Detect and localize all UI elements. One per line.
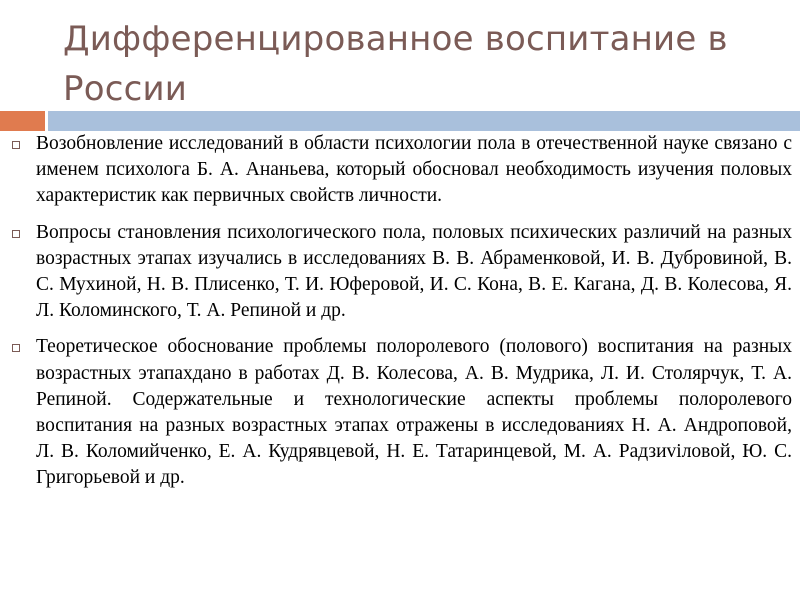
bullet-list (12, 131, 792, 502)
bullet-text: Вопросы становления психологического пола, половых психических различий на разных возрастных этапах изучались в исследованиях В. В. Абраменковой, И. В. Дубровиной, В. С. Мухиной, Н. В. Плисенко, Т. И. Юферовой, И. С. Кона, В. Е. Кагана, Д. В. Колесова, Я. Л. Коломинского, Т. А. Репиной и др. (36, 221, 792, 322)
accent-bar-right (48, 111, 800, 131)
square-bullet-icon (12, 230, 20, 238)
slide-title: Дифференцированное воспитание в России (63, 19, 728, 109)
square-bullet-icon (12, 141, 20, 149)
bullet-item (12, 220, 792, 325)
bullet-item (12, 131, 792, 210)
accent-bar-left (0, 111, 45, 131)
square-bullet-icon (12, 344, 20, 352)
bullet-text: Возобновление исследований в области психологии пола в отечественной науке связано с именем психолога Б. А. Ананьева, который обосновал необходимость изучения половых характеристик как первичных свойств личности. (36, 133, 792, 207)
bullet-text: Теоретическое обоснование проблемы полоролевого (полового) воспитания на разных возрастных этапахдано в работах Д. В. Колесова, А. В. Мудрика, Л. И. Столярчук, Т. А. Репиной. Содержательные и технологические аспекты проблемы полоролевого воспитания на разных возрастных этапах отражены в исследованиях Н. А. Андроповой, Л. В. Коломийченко, Е. А. Кудрявцевой, Н. Е. Татаринцевой, М. А. Радзиviловой, Ю. С. Григорьевой и др. (36, 336, 792, 489)
bullet-item (12, 334, 792, 491)
